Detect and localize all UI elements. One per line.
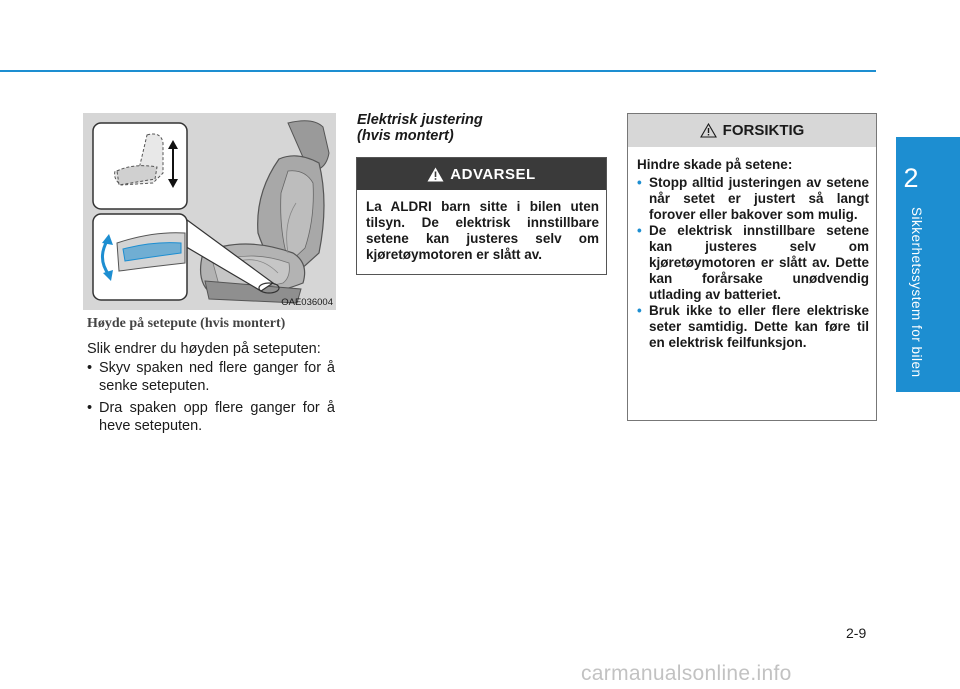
list-item: • Stopp alltid justeringen av setene når setet er justert så langt forover eller bakover som mulig. (637, 175, 869, 223)
warning-box (356, 157, 607, 275)
chapter-tab (896, 137, 960, 392)
caution-intro: Hindre skade på setene: (637, 157, 793, 172)
caution-box (627, 113, 877, 421)
list-item: • Skyv spaken ned flere ganger for å senke seteputen. (87, 359, 335, 395)
caution-list (637, 175, 869, 351)
warning-label: ADVARSEL (450, 165, 536, 183)
list-item: • De elektrisk innstillbare setene kan justeres selv om kjøretøymotoren er slått av. Dette kan forårsake unødvendig utlading av batteriet. (637, 223, 869, 303)
heading-line: Elektrisk justering (357, 112, 483, 128)
caution-triangle-icon (700, 123, 717, 138)
page-number: 2-9 (846, 625, 867, 641)
seat-height-figure (83, 113, 336, 310)
header-rule (0, 70, 876, 72)
seat-illustration (83, 113, 336, 310)
caution-body (628, 147, 876, 351)
intro-text: Slik endrer du høyden på seteputen: (87, 341, 321, 357)
warning-triangle-icon (427, 167, 444, 182)
chapter-title: Sikkerhetssystem for bilen (909, 207, 924, 378)
heading-line: (hvis montert) (357, 128, 454, 144)
caution-label: FORSIKTIG (722, 122, 805, 139)
list-item: • Dra spaken opp flere ganger for å heve seteputen. (87, 399, 335, 435)
electric-adjust-heading (357, 112, 483, 144)
figure-code: OAE036004 (281, 297, 333, 308)
list-item: • Bruk ikke to eller flere elektriske seter samtidig. Dette kan føre til en elektrisk feilfunksjon. (637, 303, 869, 351)
chapter-number: 2 (903, 163, 919, 193)
watermark-text: carmanualsonline.info (581, 662, 792, 685)
instruction-list (87, 355, 335, 435)
warning-text: La ALDRI barn sitte i bilen uten tilsyn. De elektrisk innstillbare setene kan justeres selv om kjøretøymotoren er slått av. (366, 199, 599, 262)
caution-header (628, 114, 876, 147)
section-heading: Høyde på setepute (hvis montert) (87, 316, 286, 331)
warning-header (357, 158, 606, 190)
